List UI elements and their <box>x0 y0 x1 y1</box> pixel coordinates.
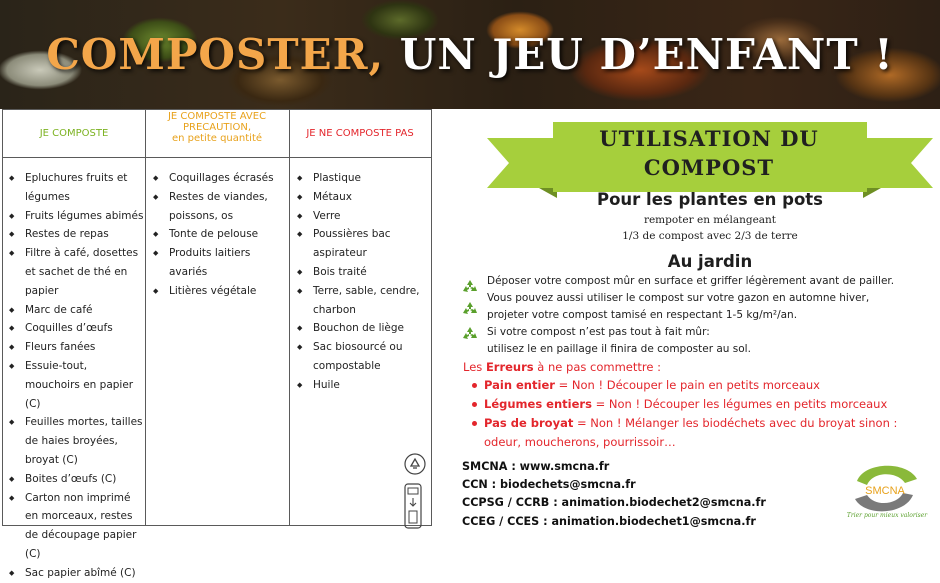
jardin-text: Déposer votre compost mûr en surface et griffer légèrement avant de pailler. Vous pouvez aussi utiliser le compost sur votre gazon en automne hiver, projeter votre compost tamisé en respectant 1-5 kg/m²/an. Si votre compost n’est pas tout à fait mûr: utilisez le en paillage il finira de composter au sol. <box>487 275 895 355</box>
logo-name: SMCNA <box>865 485 905 497</box>
list-item: ◆ Huile <box>293 376 429 395</box>
recycle-icon <box>461 278 479 296</box>
list-item: ◆ Feuilles mortes, tailles de haies broyées, broyat (C) <box>5 413 145 469</box>
plants-title: Pour les plantes en pots <box>597 190 823 209</box>
list-item: ◆ Marc de café <box>5 301 145 320</box>
list-item: ◆ Sac papier abîmé (C) <box>5 564 145 583</box>
list-item: ◆ Coquilles d’œufs <box>5 319 145 338</box>
list-item: ◆ Fleurs fanées <box>5 338 145 357</box>
plants-line: rempoter en mélangeant <box>643 214 777 226</box>
header-je-ne-composte-pas: JE NE COMPOSTE PAS <box>289 110 431 158</box>
header-banner <box>0 0 940 109</box>
bin-icons <box>403 453 427 533</box>
plants-line: 1/3 de compost avec 2/3 de terre <box>622 230 798 242</box>
list-item: ◆ Essuie-tout, mouchoirs en papier (C) <box>5 357 145 413</box>
list-item: ◆ Verre <box>293 207 429 226</box>
contact-line: SMCNA : www.smcna.fr <box>462 460 610 473</box>
list-item: ◆ Restes de repas <box>5 225 145 244</box>
list-item: ◆ Métaux <box>293 188 429 207</box>
trash-device-icon <box>403 483 423 529</box>
list-item: ◆ Boites d’œufs (C) <box>5 470 145 489</box>
recycle-icon <box>461 300 479 318</box>
error-item: Pain entier = Non ! Découper le pain en petits morceaux <box>470 376 930 395</box>
list-item: ◆ Coquillages écrasés <box>149 169 289 188</box>
list-item: ◆ Epluchures fruits et légumes <box>5 169 145 207</box>
recycle-icon <box>461 325 479 343</box>
list-item: ◆ Bouchon de liège <box>293 319 429 338</box>
list-je-composte <box>5 169 145 583</box>
page-title <box>0 30 940 79</box>
errors-heading: Les Erreurs à ne pas commettre : <box>463 360 661 374</box>
errors-list <box>470 376 930 452</box>
list-je-composte-precaution <box>149 169 289 301</box>
contact-line: CCPSG / CCRB : animation.biodechet2@smcna.fr <box>462 496 766 510</box>
recycle-icon <box>404 453 426 475</box>
jardin-title: Au jardin <box>667 252 753 271</box>
list-je-ne-composte-pas <box>293 169 429 395</box>
list-item: ◆ Fruits légumes abimés <box>5 207 145 226</box>
list-item: ◆ Litières végétale <box>149 282 289 301</box>
error-item: Pas de broyat = Non ! Mélanger les biodéchets avec du broyat sinon : odeur, moucherons, pourrissoir… <box>470 414 930 452</box>
sorting-table <box>2 109 432 579</box>
logo-tagline: Trier pour mieux valoriser <box>846 512 928 519</box>
error-item: Légumes entiers = Non ! Découper les légumes en petits morceaux <box>470 395 930 414</box>
list-item: ◆ Produits laitiers avariés <box>149 244 289 282</box>
header-je-composte-precaution: JE COMPOSTE AVEC PRECAUTION, en petite quantité <box>145 110 289 158</box>
header-je-composte: JE COMPOSTE <box>3 110 145 158</box>
smcna-logo <box>845 459 928 521</box>
list-item: ◆ Bois traité <box>293 263 429 282</box>
list-item: ◆ Filtre à café, dosettes et sachet de thé en papier <box>5 244 145 300</box>
list-item: ◆ Tonte de pelouse <box>149 225 289 244</box>
contact-line: CCN : biodechets@smcna.fr <box>462 478 636 492</box>
title-part2: UN JEU D’ENFANT ! <box>384 30 894 79</box>
list-item: ◆ Plastique <box>293 169 429 188</box>
utilisation-title: UTILISATION DU COMPOST <box>599 126 819 180</box>
list-item: ◆ Carton non imprimé en morceaux, restes de découpage papier (C) <box>5 489 145 564</box>
list-item: ◆ Poussières bac aspirateur <box>293 225 429 263</box>
contacts <box>462 458 766 531</box>
contact-line: CCEG / CCES : animation.biodechet1@smcna.fr <box>462 514 756 528</box>
title-part1: COMPOSTER, <box>46 30 385 79</box>
list-item: ◆ Sac biosourcé ou compostable <box>293 338 429 376</box>
list-item: ◆ Terre, sable, cendre, charbon <box>293 282 429 320</box>
list-item: ◆ Restes de viandes, poissons, os <box>149 188 289 226</box>
